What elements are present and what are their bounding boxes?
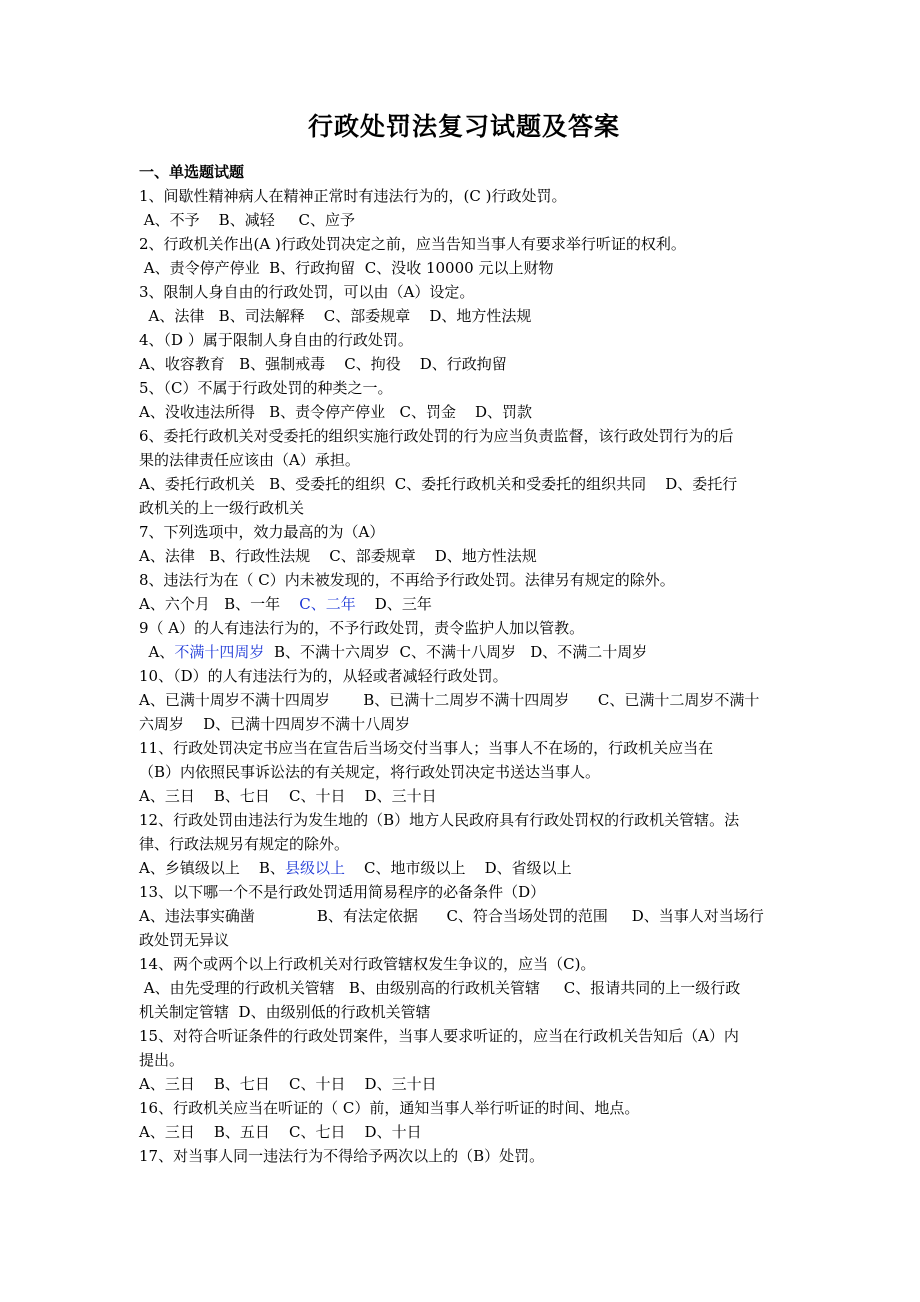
text-line <box>139 904 789 928</box>
text-line <box>139 328 789 352</box>
text-line <box>139 256 789 280</box>
text-line <box>139 592 789 616</box>
text-line <box>139 712 789 736</box>
text-segment: 政处罚无异议 <box>139 931 230 949</box>
text-line <box>139 1024 789 1048</box>
text-segment: A、法律 B、行政性法规 C、部委规章 D、地方性法规 <box>139 547 537 565</box>
text-line <box>139 568 789 592</box>
text-line <box>139 928 789 952</box>
text-line <box>139 1000 789 1024</box>
text-line <box>139 544 789 568</box>
text-line <box>139 1048 789 1072</box>
text-segment: C、地市级以上 D、省级以上 <box>344 859 572 877</box>
text-line <box>139 616 789 640</box>
text-segment: A、委托行政机关 B、受委托的组织 C、委托行政机关和受委托的组织共同 D、委托行 <box>139 475 738 493</box>
highlighted-answer: 不满十四周岁 <box>174 643 265 661</box>
text-line <box>139 688 789 712</box>
text-segment: 14、两个或两个以上行政机关对行政管辖权发生争议的，应当（C)。 <box>139 955 596 973</box>
text-line <box>139 784 789 808</box>
text-segment: D、三年 <box>355 595 432 613</box>
text-line <box>139 496 789 520</box>
text-segment: 4、（D ）属于限制人身自由的行政处罚。 <box>139 331 413 349</box>
text-line <box>139 472 789 496</box>
highlighted-answer: C、二年 <box>299 595 356 613</box>
text-segment: A、三日 B、七日 C、十日 D、三十日 <box>139 1075 437 1093</box>
text-segment: 六周岁 D、已满十四周岁不满十八周岁 <box>139 715 411 733</box>
text-segment: 6、委托行政机关对受委托的组织实施行政处罚的行为应当负责监督，该行政处罚行为的后 <box>139 427 734 445</box>
text-line <box>139 664 789 688</box>
highlighted-answer: 县级以上 <box>284 859 345 877</box>
text-segment: B、不满十六周岁 C、不满十八周岁 D、不满二十周岁 <box>264 643 648 661</box>
text-line <box>139 280 789 304</box>
text-segment: A、收容教育 B、强制戒毒 C、拘役 D、行政拘留 <box>139 355 507 373</box>
text-segment: A、责令停产停业 B、行政拘留 C、没收 10000 元以上财物 <box>139 259 554 277</box>
text-segment: 提出。 <box>139 1051 185 1069</box>
text-segment: A、乡镇级以上 B、 <box>139 859 285 877</box>
text-segment: 律、行政法规另有规定的除外。 <box>139 835 350 853</box>
text-line <box>139 760 789 784</box>
text-segment: 9（ A）的人有违法行为的，不予行政处罚，责令监护人加以管教。 <box>139 619 585 637</box>
text-segment: A、六个月 B、一年 <box>139 595 300 613</box>
text-segment: 17、对当事人同一违法行为不得给予两次以上的（B）处罚。 <box>139 1147 545 1165</box>
text-line <box>139 184 789 208</box>
text-line <box>139 1096 789 1120</box>
text-line <box>139 832 789 856</box>
text-segment: （B）内依照民事诉讼法的有关规定，将行政处罚决定书送达当事人。 <box>139 763 601 781</box>
text-segment: A、三日 B、五日 C、七日 D、十日 <box>139 1123 422 1141</box>
text-segment: 12、行政处罚由违法行为发生地的（B）地方人民政府具有行政处罚权的行政机关管辖。法 <box>139 811 740 829</box>
text-line <box>139 352 789 376</box>
text-segment: 7、下列选项中，效力最高的为（A） <box>139 523 385 541</box>
text-line <box>139 232 789 256</box>
document-title: 行政处罚法复习试题及答案 <box>307 112 620 141</box>
text-line <box>139 1072 789 1096</box>
text-segment: A、违法事实确凿 B、有法定依据 C、符合当场处罚的范围 D、当事人对当场行 <box>139 907 764 925</box>
text-line <box>139 376 789 400</box>
text-segment: 机关制定管辖 D、由级别低的行政机关管辖 <box>139 1003 431 1021</box>
section-heading: 一、单选题试题 <box>139 163 245 181</box>
document-page <box>139 112 789 1168</box>
text-segment: A、三日 B、七日 C、十日 D、三十日 <box>139 787 437 805</box>
text-line <box>139 424 789 448</box>
text-line <box>139 880 789 904</box>
text-segment: 3、限制人身自由的行政处罚，可以由（A）设定。 <box>139 283 475 301</box>
text-line <box>139 400 789 424</box>
text-line <box>139 736 789 760</box>
text-segment: A、 <box>139 643 175 661</box>
text-segment: 1、间歇性精神病人在精神正常时有违法行为的，(C )行政处罚。 <box>139 187 567 205</box>
text-segment: A、没收违法所得 B、责令停产停业 C、罚金 D、罚款 <box>139 403 533 421</box>
text-segment: 16、行政机关应当在听证的（ C）前，通知当事人举行听证的时间、地点。 <box>139 1099 640 1117</box>
text-segment: 2、行政机关作出(A )行政处罚决定之前，应当告知当事人有要求举行听证的权利。 <box>139 235 686 253</box>
text-line <box>139 1120 789 1144</box>
text-line <box>139 952 789 976</box>
text-line <box>139 520 789 544</box>
text-line <box>139 1144 789 1168</box>
text-line <box>139 448 789 472</box>
text-line <box>139 808 789 832</box>
text-segment: 13、以下哪一个不是行政处罚适用简易程序的必备条件（D） <box>139 883 546 901</box>
text-segment: 果的法律责任应该由（A）承担。 <box>139 451 360 469</box>
text-line <box>139 304 789 328</box>
text-line <box>139 976 789 1000</box>
text-segment: 15、对符合听证条件的行政处罚案件，当事人要求听证的，应当在行政机关告知后（A）内 <box>139 1027 739 1045</box>
text-segment: 10、（D）的人有违法行为的，从轻或者减轻行政处罚。 <box>139 667 508 685</box>
text-line <box>139 856 789 880</box>
text-line <box>139 640 789 664</box>
text-segment: 11、行政处罚决定书应当在宣告后当场交付当事人；当事人不在场的，行政机关应当在 <box>139 739 714 757</box>
text-segment: 8、违法行为在（ C）内未被发现的，不再给予行政处罚。法律另有规定的除外。 <box>139 571 675 589</box>
text-segment: A、已满十周岁不满十四周岁 B、已满十二周岁不满十四周岁 C、已满十二周岁不满十 <box>139 691 760 709</box>
text-segment: A、由先受理的行政机关管辖 B、由级别高的行政机关管辖 C、报请共同的上一级行政 <box>139 979 741 997</box>
question-list <box>139 184 789 1168</box>
text-segment: A、不予 B、减轻 C、应予 <box>139 211 356 229</box>
text-segment: 政机关的上一级行政机关 <box>139 499 305 517</box>
text-segment: A、法律 B、司法解释 C、部委规章 D、地方性法规 <box>139 307 532 325</box>
text-segment: 5、（C）不属于行政处罚的种类之一。 <box>139 379 393 397</box>
text-line <box>139 208 789 232</box>
